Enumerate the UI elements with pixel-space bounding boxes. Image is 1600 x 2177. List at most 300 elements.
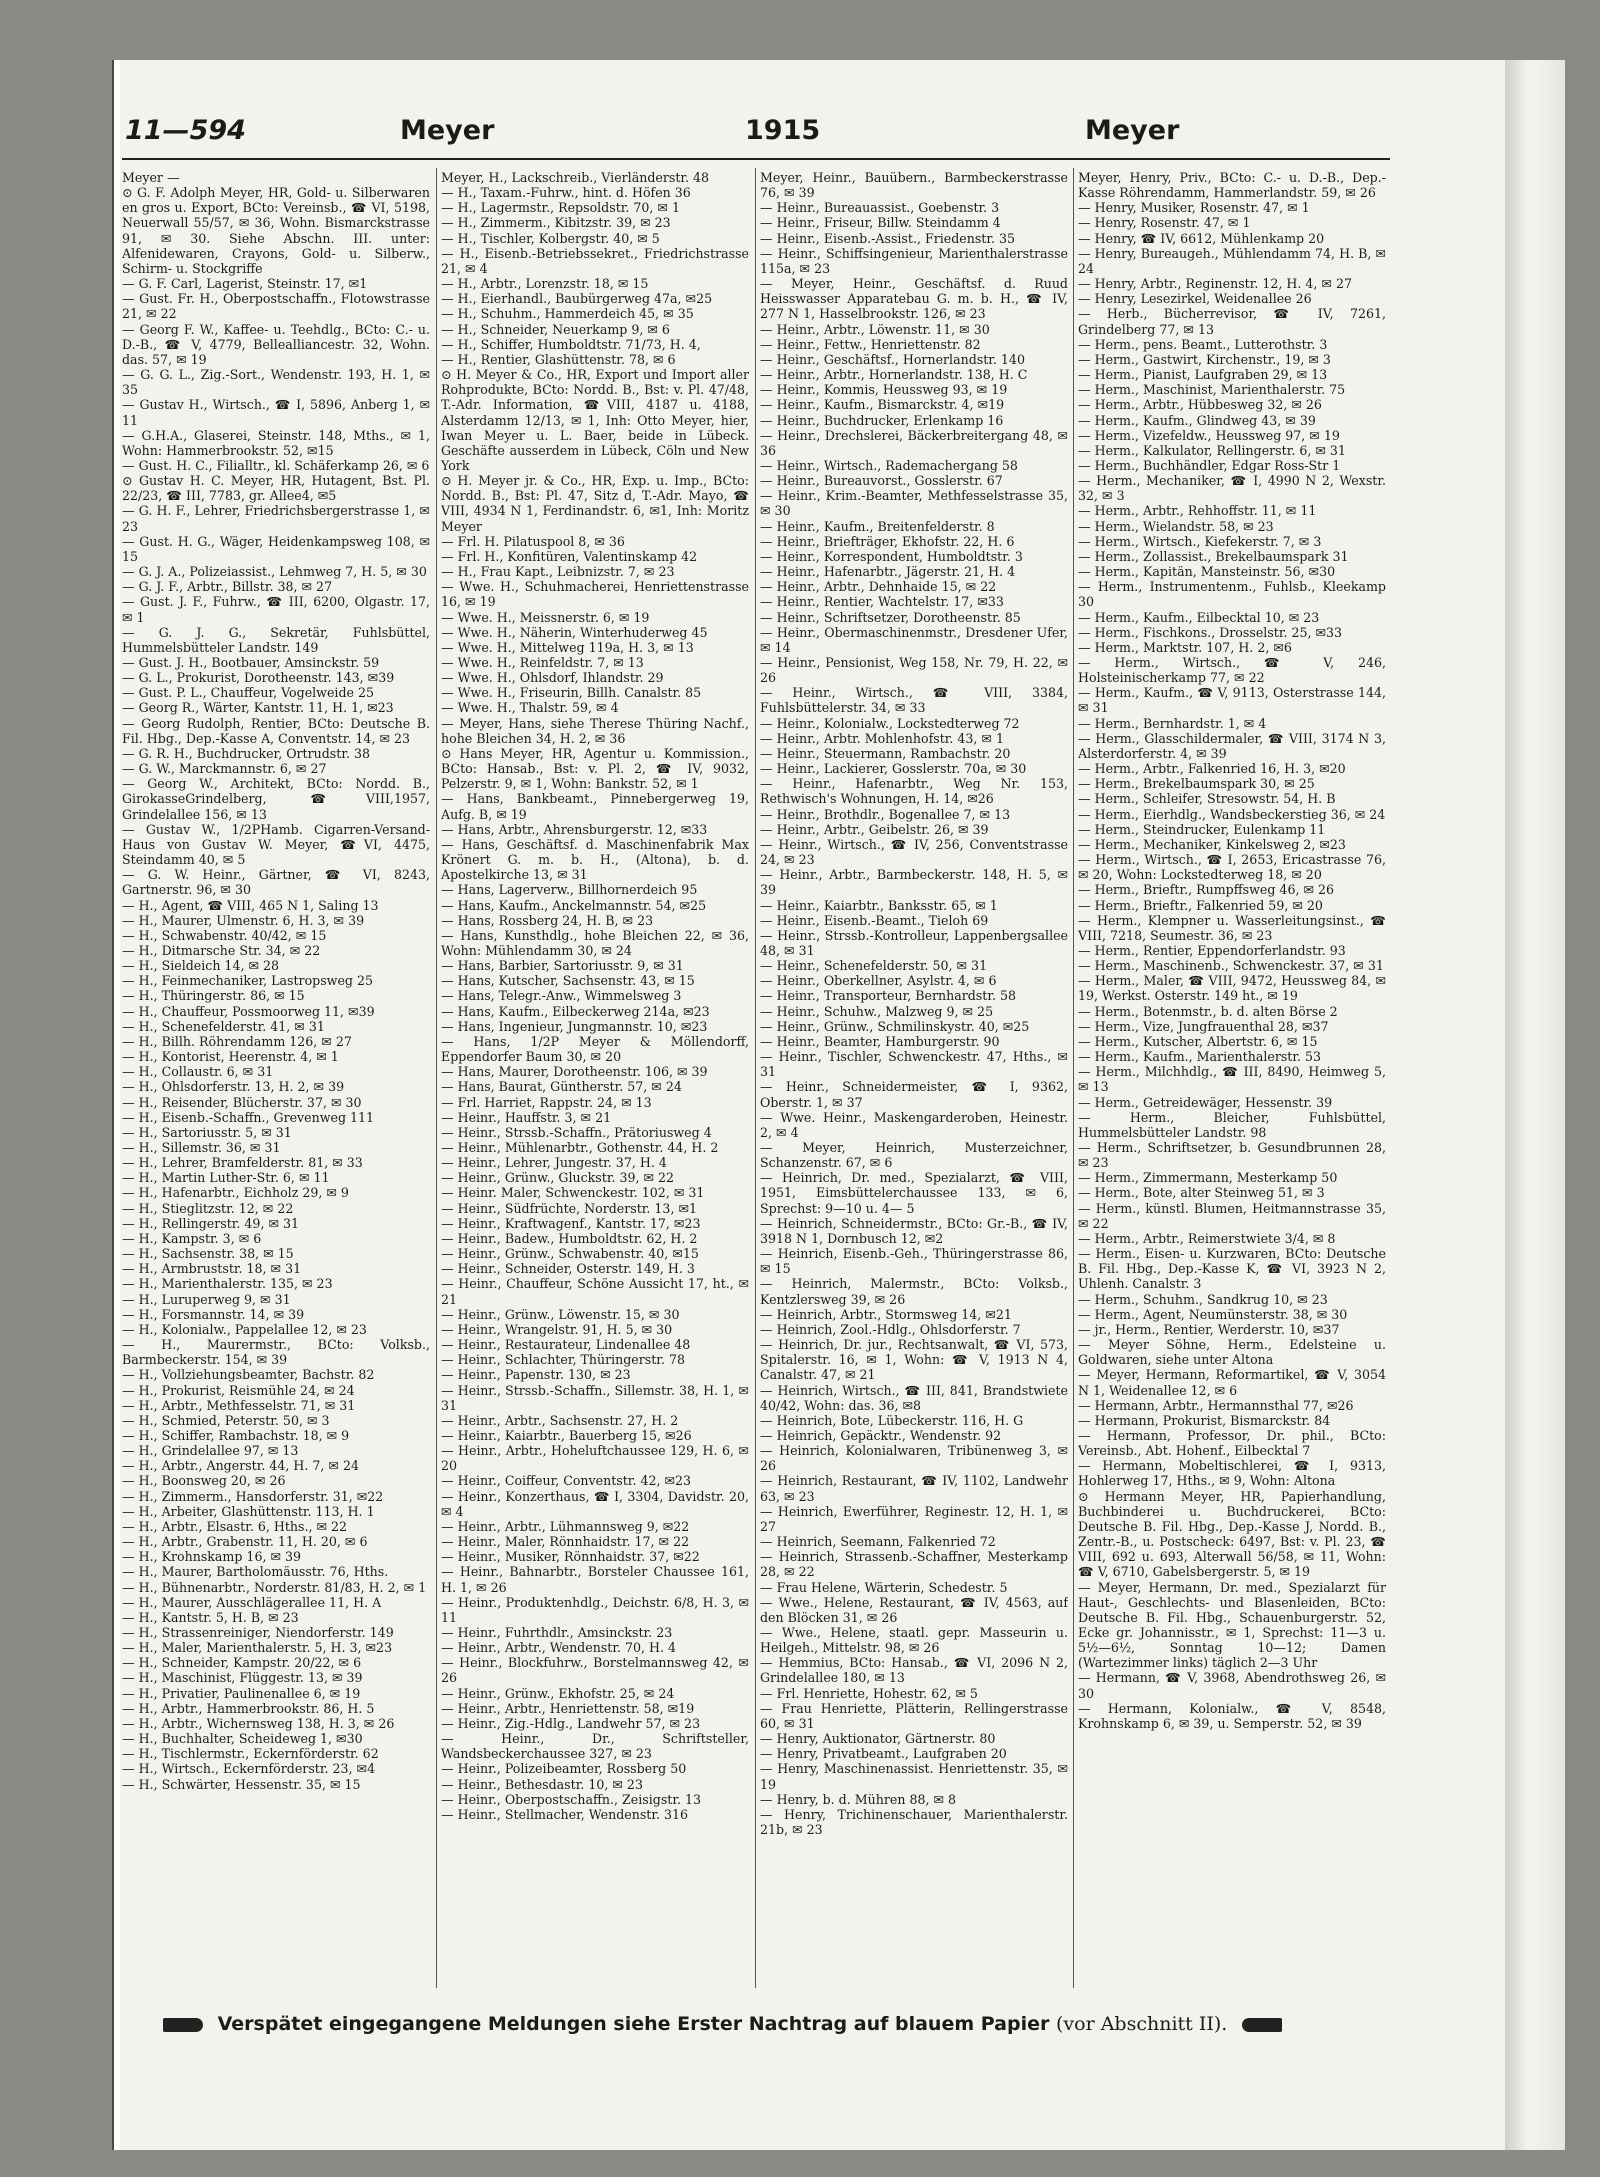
directory-entry: — Heinr., Wirtsch., Rademachergang 58: [760, 457, 1018, 473]
directory-entry: — Heinr., Schneider, Osterstr. 149, H. 3: [441, 1261, 695, 1277]
directory-entry: — Heinr., Schlachter, Thüringerstr. 78: [441, 1352, 685, 1368]
directory-entry: — Herm., Wirtsch., Kiefekerstr. 7, ✉ 3: [1078, 533, 1322, 549]
directory-entry: — Heinr., Kaiarbtr., Bauerberg 15, ✉26: [441, 1427, 692, 1443]
directory-entry: — Herm., Mechaniker, ☎ I, 4990 N 2, Wexstr. 32, ✉ 3: [1078, 473, 1386, 504]
directory-entry: — Wwe. H., Näherin, Winterhuderweg 45: [441, 624, 708, 640]
directory-entry: — Heinrich, Dr. jur., Rechtsanwalt, ☎ VI, 573, Spitalerstr. 16, ✉ 1, Wohn: ☎ V, 1913 N 4, Canalstr. 47, ✉ 21: [760, 1337, 1068, 1383]
directory-entry: — H., Stieglitzstr. 12, ✉ 22: [122, 1200, 294, 1216]
directory-entry: — H., Schiffer, Rambachstr. 18, ✉ 9: [122, 1427, 350, 1443]
directory-entry: — Herm., Schuhm., Sandkrug 10, ✉ 23: [1078, 1291, 1328, 1307]
directory-entry: — Henry, ☎ IV, 6612, Mühlenkamp 20: [1078, 230, 1325, 246]
directory-entry: — Heinrich, Bote, Lübeckerstr. 116, H. G: [760, 1412, 1024, 1428]
directory-entry: — H., Kontorist, Heerenstr. 4, ✉ 1: [122, 1049, 339, 1065]
directory-entry: — Gust. P. L., Chauffeur, Vogelweide 25: [122, 685, 374, 701]
directory-entry: — Heinrich, Wirtsch., ☎ III, 841, Brandstwiete 40/42, Wohn: das. 36, ✉8: [760, 1382, 1068, 1413]
directory-entry: — H., Bühnenarbtr., Norderstr. 81/83, H. 2, ✉ 1: [122, 1579, 427, 1595]
directory-entry: — Hans, Kaufm., Eilbeckerweg 214a, ✉23: [441, 1003, 710, 1019]
directory-entry: — Heinr., Arbtr. Mohlenhofstr. 43, ✉ 1: [760, 730, 1004, 746]
header-year: 1915: [745, 115, 821, 146]
directory-entry: — Frl. Harriet, Rappstr. 24, ✉ 13: [441, 1094, 652, 1110]
directory-entry: — H., Ohlsdorferstr. 13, H. 2, ✉ 39: [122, 1079, 345, 1095]
directory-entry: — H., Arbeiter, Glashüttenstr. 113, H. 1: [122, 1503, 375, 1519]
page-edge: [1505, 60, 1565, 2150]
directory-entry: — H., Billh. Röhrendamm 126, ✉ 27: [122, 1033, 352, 1049]
directory-entry: — H., Rentier, Glashüttenstr. 78, ✉ 6: [441, 351, 676, 367]
directory-entry: — Meyer, Heinrich, Musterzeichner, Schanzenstr. 67, ✉ 6: [760, 1140, 1068, 1171]
directory-entry: — Meyer, Hermann, Dr. med., Spezialarzt für Haut-, Geschlechts- und Blasenleiden, BCto: Deutsche B. Fil. Hbg., Schauenburgerstr. 52, Ecke gr. Johannisstr., ✉ 1, Sprechst: 11—3 u. 5½—6½, Sonntag 10—12; Damen (Wartezimmer links) täglich 2—3 Uhr: [1078, 1579, 1386, 1671]
directory-entry: — Hans, Maurer, Dorotheenstr. 106, ✉ 39: [441, 1064, 708, 1080]
directory-entry: — Herm., pens. Beamt., Lutterothstr. 3: [1078, 336, 1328, 352]
directory-entry: — H., Schneider, Neuerkamp 9, ✉ 6: [441, 321, 670, 337]
directory-entry: — Frl. H. Pilatuspool 8, ✉ 36: [441, 533, 625, 549]
directory-entry: — Meyer Söhne, Herm., Edelsteine u. Goldwaren, siehe unter Altona: [1078, 1337, 1386, 1368]
directory-entry: — Heinr., Kommis, Heussweg 93, ✉ 19: [760, 382, 1008, 398]
directory-entry: — G. W. Heinr., Gärtner, ☎ VI, 8243, Gartnerstr. 96, ✉ 30: [122, 867, 430, 898]
directory-entry: — Heinr., Blockfuhrw., Borstelmannsweg 42, ✉ 26: [441, 1655, 749, 1686]
directory-entry: — Heinr., Fettw., Henriettenstr. 82: [760, 336, 981, 352]
directory-entry: — Herb., Bücherrevisor, ☎ IV, 7261, Grindelberg 77, ✉ 13: [1078, 306, 1386, 337]
directory-entry: — Heinr., Grünw., Gluckstr. 39, ✉ 22: [441, 1170, 675, 1186]
directory-entry: — Herm., Mechaniker, Kinkelsweg 2, ✉23: [1078, 836, 1346, 852]
directory-entry: — Hans, Barbier, Sartoriusstr. 9, ✉ 31: [441, 958, 684, 974]
directory-entry: — H., Luruperweg 9, ✉ 31: [122, 1291, 291, 1307]
directory-entry: — Herm., Wirtsch., ☎ I, 2653, Ericastrasse 76, ✉ 20, Wohn: Lockstedterweg 18, ✉ 20: [1078, 852, 1386, 883]
directory-entry: — H., Arbtr., Hammerbrookstr. 86, H. 5: [122, 1700, 375, 1716]
directory-entry: — Herm., künstl. Blumen, Heitmannstrasse 35, ✉ 22: [1078, 1200, 1386, 1231]
directory-entry: — Herm., Brieftr., Rumpffsweg 46, ✉ 26: [1078, 882, 1335, 898]
directory-entry: — Heinr., Schuhw., Malzweg 9, ✉ 25: [760, 1003, 994, 1019]
directory-entry: — H., Arbtr., Methfesselstr. 71, ✉ 31: [122, 1397, 356, 1413]
directory-entry: Meyer, Heinr., Bauübern., Barmbeckerstrasse 76, ✉ 39: [760, 170, 1068, 201]
directory-entry: — Heinr., Drechslerei, Bäckerbreitergang 48, ✉ 36: [760, 427, 1068, 458]
column-divider: [1073, 168, 1074, 1988]
directory-entry: — Heinr., Arbtr., Wendenstr. 70, H. 4: [441, 1640, 677, 1656]
directory-entry: — Heinr., Produktenhdlg., Deichstr. 6/8, H. 3, ✉ 11: [441, 1594, 749, 1625]
directory-entry: — Henry, Musiker, Rosenstr. 47, ✉ 1: [1078, 200, 1310, 216]
directory-entry: ⊙ G. F. Adolph Meyer, HR, Gold- u. Silberwaren en gros u. Export, BCto: Vereinsb., ☎ VI, 5198, Neuerwall 55/57, ✉ 36, Wohn. Bismarckstrasse 91, ✉ 30. Siehe Abschn. III. unter: Alfenidewaren, Crayons, Gold- u. Silberw., Schirm- u. Stockgriffe: [122, 185, 430, 276]
directory-entry: — Heinr., Kraftwagenf., Kantstr. 17, ✉23: [441, 1215, 701, 1231]
directory-entry: — H., Kolonialw., Pappelallee 12, ✉ 23: [122, 1321, 367, 1337]
directory-entry: — Heinr., Polizeibeamter, Rossberg 50: [441, 1761, 687, 1777]
directory-entry: — Heinr., Steuermann, Rambachstr. 20: [760, 745, 1011, 761]
directory-entry: — Herm., Kutscher, Albertstr. 6, ✉ 15: [1078, 1033, 1318, 1049]
directory-entry: — Heinr., Coiffeur, Conventstr. 42, ✉23: [441, 1473, 692, 1489]
directory-entry: — H., Lehrer, Bramfelderstr. 81, ✉ 33: [122, 1155, 363, 1171]
directory-entry: — Heinr., Obermaschinenmstr., Dresdener Ufer, ✉ 14: [760, 624, 1068, 655]
directory-entry: — H., Wirtsch., Eckernförderstr. 23, ✉4: [122, 1761, 376, 1777]
directory-entry: — H., Vollziehungsbeamter, Bachstr. 82: [122, 1367, 375, 1383]
directory-entry: — Herm., Vize, Jungfrauenthal 28, ✉37: [1078, 1018, 1329, 1034]
directory-entry: — Georg W., Architekt, BCto: Nordd. B., GirokasseGrindelberg, ☎VIII,1957, Grindelallee 156, ✉ 13: [122, 776, 430, 822]
directory-entry: — Heinr., Briefträger, Ekhofstr. 22, H. 6: [760, 533, 1015, 549]
directory-entry: — Heinr., Arbtr., Löwenstr. 11, ✉ 30: [760, 321, 990, 337]
directory-entry: — Herm., Botenmstr., b. d. alten Börse 2: [1078, 1003, 1338, 1019]
directory-entry: — Hermann, Professor, Dr. phil., BCto: Vereinsb., Abt. Hohenf., Eilbecktal 7: [1078, 1427, 1386, 1459]
directory-entry: — H., Armbruststr. 18, ✉ 31: [122, 1261, 302, 1277]
directory-entry: — H., Collaustr. 6, ✉ 31: [122, 1064, 274, 1080]
directory-entry: — Hans, Baurat, Güntherstr. 57, ✉ 24: [441, 1079, 682, 1095]
directory-entry: — H., Eisenb.-Betriebssekret., Friedrichstrasse 21, ✉ 4: [441, 245, 749, 276]
directory-entry: — Heinr., Stellmacher, Wendenstr. 316: [441, 1806, 689, 1822]
directory-entry: — Heinr., Schneidermeister, ☎ I, 9362, Oberstr. 1, ✉ 37: [760, 1079, 1068, 1110]
directory-entry: — H., Zimmerm., Kibitzstr. 39, ✉ 23: [441, 215, 671, 231]
directory-entry: — Herm., Rentier, Eppendorferlandstr. 93: [1078, 942, 1346, 958]
directory-entry: — Heinrich, Kolonialwaren, Tribünenweg 3, ✉ 26: [760, 1443, 1068, 1474]
footer-notice-text: Verspätet eingegangene Meldungen siehe Erster Nachtrag auf blauem Papier: [217, 2013, 1050, 2035]
directory-entry: — jr., Herm., Rentier, Werderstr. 10, ✉37: [1078, 1321, 1340, 1337]
directory-entry: — Heinrich, Seemann, Falkenried 72: [760, 1534, 996, 1550]
directory-entry: — Hans, Arbtr., Ahrensburgerstr. 12, ✉33: [441, 821, 708, 837]
directory-entry: — H., Grindelallee 97, ✉ 13: [122, 1443, 299, 1459]
directory-entry: — Heinr., Arbtr., Henriettenstr. 58, ✉19: [441, 1700, 695, 1716]
directory-entry: — H., Ditmarsche Str. 34, ✉ 22: [122, 942, 321, 958]
directory-entry: — Heinr., Arbtr., Lühmannsweg 9, ✉22: [441, 1518, 690, 1534]
directory-entry: — Heinr., Wirtsch., ☎ IV, 256, Conventstrasse 24, ✉ 23: [760, 836, 1068, 868]
directory-entry: — G.H.A., Glaserei, Steinstr. 148, Mths., ✉ 1, Wohn: Hammerbrookstr. 52, ✉15: [122, 427, 430, 458]
directory-entry: — Heinr., Rentier, Wachtelstr. 17, ✉33: [760, 594, 1004, 610]
directory-entry: — Henry, Trichinenschauer, Marienthalerstr. 21b, ✉ 23: [760, 1806, 1068, 1838]
directory-entry: — Herm., Schriftsetzer, b. Gesundbrunnen 28, ✉ 23: [1078, 1140, 1386, 1171]
directory-entry: — Heinr., Papenstr. 130, ✉ 23: [441, 1367, 631, 1383]
directory-entry: — Heinrich, Gepäcktr., Wendenstr. 92: [760, 1427, 1002, 1443]
directory-entry: — H., Lagermstr., Repsoldstr. 70, ✉ 1: [441, 200, 681, 216]
directory-entry: — Herm., Kaufm., Glindweg 43, ✉ 39: [1078, 412, 1316, 428]
directory-entry: — Herm., Kaufm., Marienthalerstr. 53: [1078, 1049, 1322, 1065]
directory-entry: — Wwe. H., Thalstr. 59, ✉ 4: [441, 700, 619, 716]
directory-entry: — Hans, Kunsthdlg., hohe Bleichen 22, ✉ 36, Wohn: Mühlendamm 30, ✉ 24: [441, 927, 749, 958]
directory-entry: — Heinr., Grünw., Ekhofstr. 25, ✉ 24: [441, 1685, 675, 1701]
directory-entry: — Heinr., Friseur, Billw. Steindamm 4: [760, 215, 1001, 231]
directory-entry: — Heinrich, Arbtr., Stormsweg 14, ✉21: [760, 1306, 1012, 1322]
directory-entry: — Herm., Wielandstr. 58, ✉ 23: [1078, 518, 1274, 534]
directory-entry: ⊙ Hermann Meyer, HR, Papierhandlung, Buchbinderei u. Buchdruckerei, BCto: Deutsche B. Fil. Hbg., Dep.-Kasse J, Nordd. B., Zentr.-B., u. Postscheck: 6497, Bst: v. Pl. 23, ☎ VIII, 692 u. 693, Alterwall 56/58, ✉ 11, Wohn: ☎ V, 6710, Gabelsbergerstr. 5, ✉ 19: [1078, 1488, 1386, 1580]
directory-entry: — Heinr., Südfrüchte, Norderstr. 13, ✉1: [441, 1200, 698, 1216]
directory-entry: — H., Schenefelderstr. 41, ✉ 31: [122, 1018, 325, 1034]
directory-entry: — Heinr., Bureauassist., Goebenstr. 3: [760, 200, 1000, 216]
directory-entry: — Heinr., Strssb.-Schaffn., Prätoriusweg 4: [441, 1124, 712, 1140]
directory-entry: — Heinr., Grünw., Löwenstr. 15, ✉ 30: [441, 1306, 680, 1322]
column-4: [1078, 170, 1386, 1980]
directory-entry: — Heinr., Transporteur, Bernhardstr. 58: [760, 988, 1016, 1004]
directory-entry: — Hermann, Arbtr., Hermannsthal 77, ✉26: [1078, 1397, 1354, 1413]
directory-entry: — Heinr., Bethesdastr. 10, ✉ 23: [441, 1776, 643, 1792]
directory-entry: — Herm., Marktstr. 107, H. 2, ✉6: [1078, 639, 1292, 655]
directory-entry: — Heinr., Dr., Schriftsteller, Wandsbeckerchaussee 327, ✉ 23: [441, 1731, 749, 1762]
directory-entry: — Herm., Zollassist., Brekelbaumspark 31: [1078, 548, 1349, 564]
directory-entry: — Gustav H., Wirtsch., ☎ I, 5896, Anberg 1, ✉ 11: [122, 397, 430, 428]
directory-entry: — Heinr., Arbtr., Geibelstr. 26, ✉ 39: [760, 821, 989, 837]
directory-entry: — H., Rellingerstr. 49, ✉ 31: [122, 1215, 300, 1231]
directory-entry: — H., Schiffer, Humboldtstr. 71/73, H. 4,: [441, 336, 701, 352]
directory-entry: — H., Maschinist, Flüggestr. 13, ✉ 39: [122, 1670, 363, 1686]
directory-entry: — Hans, Kaufm., Anckelmannstr. 54, ✉25: [441, 897, 707, 913]
directory-entry: — Wwe. Heinr., Maskengarderoben, Heinestr. 2, ✉ 4: [760, 1109, 1068, 1140]
directory-entry: — H., Strassenreiniger, Niendorferstr. 149: [122, 1625, 394, 1640]
directory-entry: — Heinr., Tischler, Schwenckestr. 47, Hths., ✉ 31: [760, 1049, 1068, 1080]
directory-entry: — Herm., Klempner u. Wasserleitungsinst., ☎ VIII, 7218, Seumestr. 36, ✉ 23: [1078, 912, 1386, 943]
directory-entry: ⊙ Hans Meyer, HR, Agentur u. Kommission., BCto: Hansab., Bst: v. Pl. 2, ☎ IV, 9032, Pelzerstr. 9, ✉ 1, Wohn: Bankstr. 52, ✉ 1: [441, 745, 749, 792]
directory-entry: — H., Sachsenstr. 38, ✉ 15: [122, 1246, 294, 1262]
directory-entry: — Heinr., Beamter, Hamburgerstr. 90: [760, 1033, 1000, 1049]
directory-entry: — H., Prokurist, Reismühle 24, ✉ 24: [122, 1382, 355, 1398]
directory-entry: ⊙ Gustav H. C. Meyer, HR, Hutagent, Bst. Pl. 22/23, ☎ III, 7783, gr. Allee4, ✉5: [122, 473, 430, 504]
directory-entry: — G. H. F., Lehrer, Friedrichsbergerstrasse 1, ✉ 23: [122, 503, 430, 534]
directory-entry: — Heinr., Chauffeur, Schöne Aussicht 17, ht., ✉ 21: [441, 1276, 749, 1307]
directory-entry: — H., Privatier, Paulinenallee 6, ✉ 19: [122, 1685, 361, 1701]
directory-entry: — H., Schwärter, Hessenstr. 35, ✉ 15: [122, 1776, 361, 1792]
directory-entry: — Heinr., Fuhrthdlr., Amsinckstr. 23: [441, 1625, 673, 1640]
directory-entry: — Herm., Bleicher, Fuhlsbüttel, Hummelsbütteler Landstr. 98: [1078, 1109, 1386, 1140]
directory-entry: ⊙ H. Meyer jr. & Co., HR, Exp. u. Imp., BCto: Nordd. B., Bst: Pl. 47, Sitz d, T.-Adr. Mayo, ☎ VIII, 4934 N 1, Ferdinandstr. 6, ✉1, Inh: Moritz Meyer: [441, 473, 749, 534]
directory-entry: — H., Feinmechaniker, Lastropsweg 25: [122, 973, 374, 989]
directory-entry: Meyer, H., Lackschreib., Vierländerstr. 48: [441, 170, 710, 185]
directory-entry: — G. W., Marckmannstr. 6, ✉ 27: [122, 761, 327, 777]
directory-entry: — Herm., Pianist, Laufgraben 29, ✉ 13: [1078, 367, 1328, 383]
directory-entry: — Heinr., Arbtr., Hornerlandstr. 138, H. C: [760, 367, 1028, 383]
directory-entry: — Wwe. H., Ohlsdorf, Ihlandstr. 29: [441, 670, 664, 686]
directory-entry: — Georg R., Wärter, Kantstr. 11, H. 1, ✉23: [122, 700, 394, 716]
directory-entry: — H., Schuhm., Hammerdeich 45, ✉ 35: [441, 306, 694, 322]
directory-entry: — Herm., Arbtr., Falkenried 16, H. 3, ✉20: [1078, 761, 1346, 777]
directory-entry: — Hermann, Kolonialw., ☎ V, 8548, Krohnskamp 6, ✉ 39, u. Semperstr. 52, ✉ 39: [1078, 1700, 1386, 1731]
directory-entry: — Herm., Eierhdlg., Wandsbeckerstieg 36, ✉ 24: [1078, 806, 1386, 822]
directory-entry: — H., Arbtr., Angerstr. 44, H. 7, ✉ 24: [122, 1458, 359, 1474]
directory-entry: — H., Zimmerm., Hansdorferstr. 31, ✉22: [122, 1488, 384, 1504]
directory-entry: ⊙ H. Meyer & Co., HR, Export und Import aller Rohprodukte, BCto: Nordd. B., Bst: v. Pl. 47/48, T.-Adr. Information, ☎VIII, 4187 u. 4188, Alsterdamm 12/13, ✉ 1, Inh: Otto Meyer, hier, Iwan Meyer u. L. Baer, beide in Lübeck. Geschäfte ausserdem in Lübeck, Cöln und New York: [441, 367, 749, 473]
directory-entry: — Henry, Arbtr., Reginenstr. 12, H. 4, ✉ 27: [1078, 276, 1352, 292]
directory-entry: — Heinrich, Strassenb.-Schaffner, Mesterkamp 28, ✉ 22: [760, 1549, 1068, 1580]
column-divider: [436, 168, 437, 1988]
directory-entry: — Wwe. H., Friseurin, Billh. Canalstr. 85: [441, 685, 702, 701]
directory-entry: — Heinr., Eisenb.-Assist., Friedenstr. 35: [760, 230, 1016, 246]
directory-entry: — H., Forsmannstr. 14, ✉ 39: [122, 1306, 305, 1322]
directory-entry: — Wwe. H., Mittelweg 119a, H. 3, ✉ 13: [441, 639, 694, 655]
directory-entry: — Heinrich, Ewerführer, Reginestr. 12, H. 1, ✉ 27: [760, 1503, 1068, 1534]
directory-entry: — Heinr., Schenefelderstr. 50, ✉ 31: [760, 958, 988, 974]
directory-entry: — H., Hafenarbtr., Eichholz 29, ✉ 9: [122, 1185, 349, 1201]
directory-entry: — Herm., Getreidewäger, Hessenstr. 39: [1078, 1094, 1333, 1110]
directory-entry: — Meyer, Heinr., Geschäftsf. d. Ruud Heisswasser Apparatebau G. m. b. H., ☎ IV, 277 N 1, Hasselbrookstr. 126, ✉ 23: [760, 276, 1068, 322]
directory-entry: — H., Eierhandl., Baubürgerweg 47a, ✉25: [441, 291, 713, 307]
directory-entry: — Heinr., Konzerthaus, ☎ I, 3304, Davidstr. 20, ✉ 4: [441, 1488, 749, 1519]
pointing-hand-icon: [163, 2018, 203, 2032]
directory-entry: — Heinr., Korrespondent, Humboldtstr. 3: [760, 548, 1023, 564]
directory-entry: — H., Maurermstr., BCto: Volksb., Barmbeckerstr. 154, ✉ 39: [122, 1337, 430, 1368]
directory-entry: — H., Schwabenstr. 40/42, ✉ 15: [122, 927, 327, 943]
directory-entry: — Herm., Brieftr., Falkenried 59, ✉ 20: [1078, 897, 1323, 913]
directory-entry: — Herm., Kaufm., Eilbecktal 10, ✉ 23: [1078, 609, 1320, 625]
directory-entry: — Herm., Glasschildermaler, ☎ VIII, 3174 N 3, Alsterdorferstr. 4, ✉ 39: [1078, 730, 1386, 761]
directory-entry: — Herm., Gastwirt, Kirchenstr., 19, ✉ 3: [1078, 351, 1331, 367]
directory-entry: — Wwe. H., Meissnerstr. 6, ✉ 19: [441, 609, 650, 625]
directory-entry: — Wwe. H., Schuhmacherei, Henriettenstrasse 16, ✉ 19: [441, 579, 749, 610]
directory-entry: — Hans, Telegr.-Anw., Wimmelsweg 3: [441, 988, 682, 1004]
directory-entry: — Henry, Rosenstr. 47, ✉ 1: [1078, 215, 1251, 231]
column-2: [441, 170, 749, 1980]
directory-entry: — Herm., Bote, alter Steinweg 51, ✉ 3: [1078, 1185, 1325, 1201]
directory-entry: — Henry, Privatbeamt., Laufgraben 20: [760, 1746, 1007, 1762]
directory-entry: — Hans, Geschäftsf. d. Maschinenfabrik Max Krönert G. m. b. H., (Altona), b. d. Apostelkirche 13, ✉ 31: [441, 836, 749, 883]
directory-entry: Meyer, Henry, Priv., BCto: C.- u. D.-B., Dep.-Kasse Röhrendamm, Hammerlandstr. 59, ✉ 26: [1078, 170, 1386, 201]
directory-entry: — H., Chauffeur, Possmoorweg 11, ✉39: [122, 1003, 375, 1019]
directory-entry: — H., Buchhalter, Scheideweg 1, ✉30: [122, 1731, 363, 1747]
directory-entry: — Heinr., Kolonialw., Lockstedterweg 72: [760, 715, 1020, 731]
directory-entry: — Heinr., Restaurateur, Lindenallee 48: [441, 1337, 691, 1353]
header-rule: [122, 158, 1390, 160]
directory-entry: — Gust. H. G., Wäger, Heidenkampsweg 108, ✉ 15: [122, 533, 430, 564]
directory-entry: — Herm., Milchhdlg., ☎ III, 8490, Heimweg 5, ✉ 13: [1078, 1064, 1386, 1095]
directory-entry: — Frl. Henriette, Hohestr. 62, ✉ 5: [760, 1685, 978, 1701]
directory-entry: — Frau Henriette, Plätterin, Rellingerstrasse 60, ✉ 31: [760, 1700, 1068, 1731]
directory-entry: — Heinr., Brothdlr., Bogenallee 7, ✉ 13: [760, 806, 1011, 822]
directory-entry: — Heinr., Bureauvorst., Gosslerstr. 67: [760, 473, 1003, 489]
directory-entry: — Heinr., Mühlenarbtr., Gothenstr. 44, H. 2: [441, 1140, 719, 1155]
directory-entry: — H., Thüringerstr. 86, ✉ 15: [122, 988, 305, 1004]
footer-reference: (vor Abschnitt II).: [1055, 2013, 1228, 2035]
directory-entry: — G. R. H., Buchdrucker, Ortrudstr. 38: [122, 745, 370, 761]
directory-entry: — Heinr., Musiker, Rönnhaidstr. 37, ✉22: [441, 1549, 700, 1565]
directory-entry: — Heinr. Maler, Schwenckestr. 102, ✉ 31: [441, 1185, 705, 1201]
directory-entry: — Heinr., Strssb.-Schaffn., Sillemstr. 38, H. 1, ✉ 31: [441, 1382, 749, 1413]
directory-entry: — H., Schneider, Kampstr. 20/22, ✉ 6: [122, 1655, 362, 1671]
directory-entry: — H., Reisender, Blücherstr. 37, ✉ 30: [122, 1094, 362, 1110]
directory-entry: — Heinr., Arbtr., Hoheluftchaussee 129, H. 6, ✉ 20: [441, 1443, 749, 1474]
directory-entry: — Hermann, ☎ V, 3968, Abendrothsweg 26, ✉ 30: [1078, 1670, 1386, 1701]
directory-entry: — Heinr., Grünw., Schwabenstr. 40, ✉15: [441, 1246, 699, 1262]
directory-entry: — H., Kampstr. 3, ✉ 6: [122, 1230, 262, 1246]
page-number: 11—594: [125, 115, 246, 146]
directory-entry: — Herm., Maler, ☎ VIII, 9472, Heussweg 84, ✉ 19, Werkst. Osterstr. 149 ht., ✉ 19: [1078, 973, 1386, 1004]
directory-entry: — Herm., Schleifer, Stresowstr. 54, H. B: [1078, 791, 1336, 807]
directory-entry: — Heinrich, Eisenb.-Geh., Thüringerstrasse 86, ✉ 15: [760, 1246, 1068, 1277]
directory-entry: — Heinrich, Zool.-Hdlg., Ohlsdorferstr. 7: [760, 1321, 1021, 1337]
directory-entry: — Gust. J. F., Fuhrw., ☎ III, 6200, Olgastr. 17, ✉ 1: [122, 594, 430, 625]
directory-entry: — Herm., Kaufm., ☎ V, 9113, Osterstrasse 144, ✉ 31: [1078, 685, 1386, 716]
directory-entry: — H., Marienthalerstr. 135, ✉ 23: [122, 1276, 333, 1292]
directory-entry: — Henry, Maschinenassist. Henriettenstr. 35, ✉ 19: [760, 1761, 1068, 1792]
directory-entry: — Hans, Kutscher, Sachsenstr. 43, ✉ 15: [441, 973, 695, 989]
directory-entry: — H., Sieldeich 14, ✉ 28: [122, 958, 280, 974]
directory-entry: — Heinr., Lackierer, Gosslerstr. 70a, ✉ 30: [760, 761, 1027, 777]
directory-entry: — Hans, Lagerverw., Billhornerdeich 95: [441, 882, 698, 898]
directory-entry: — H., Maurer, Ulmenstr. 6, H. 3, ✉ 39: [122, 912, 365, 928]
directory-entry: — Heinr., Oberkellner, Asylstr. 4, ✉ 6: [760, 973, 997, 989]
directory-entry: — Herm., Bernhardstr. 1, ✉ 4: [1078, 715, 1267, 731]
directory-entry: — Herm., Brekelbaumspark 30, ✉ 25: [1078, 776, 1315, 792]
directory-entry: — Frl. H., Konfitüren, Valentinskamp 42: [441, 548, 698, 564]
directory-entry: — Hermann, Prokurist, Bismarckstr. 84: [1078, 1412, 1331, 1428]
directory-entry: — Heinr., Strssb.-Kontrolleur, Lappenbergsallee 48, ✉ 31: [760, 927, 1068, 958]
directory-entry: — Heinr., Wirtsch., ☎ VIII, 3384, Fuhlsbüttelerstr. 34, ✉ 33: [760, 685, 1068, 716]
directory-entry: — Heinr., Oberpostschaffn., Zeisigstr. 13: [441, 1791, 702, 1807]
directory-entry: — H., Sartoriusstr. 5, ✉ 31: [122, 1124, 292, 1140]
directory-entry: — Heinrich, Malermstr., BCto: Volksb., Kentzlersweg 39, ✉ 26: [760, 1276, 1068, 1307]
directory-entry: — Heinr., Kaufm., Bismarckstr. 4, ✉19: [760, 397, 1005, 413]
directory-entry: — Herm., Maschinist, Marienthalerstr. 75: [1078, 382, 1346, 398]
directory-entry: — Heinr., Schiffsingenieur, Marienthalerstrasse 115a, ✉ 23: [760, 245, 1068, 276]
directory-entry: — Henry, Lesezirkel, Weidenallee 26: [1078, 291, 1312, 307]
directory-entry: — Herm., Arbtr., Rehhoffstr. 11, ✉ 11: [1078, 503, 1317, 519]
directory-entry: — Heinr., Arbtr., Sachsenstr. 27, H. 2: [441, 1412, 679, 1428]
directory-entry: — Heinr., Lehrer, Jungestr. 37, H. 4: [441, 1155, 667, 1171]
directory-entry: — Heinrich, Dr. med., Spezialarzt, ☎ VIII, 1951, Eimsbüttelerchaussee 133, ✉ 6, Sprechst: 9—10 u. 4— 5: [760, 1170, 1068, 1216]
directory-entry: — Henry, Bureaugeh., Mühlendamm 74, H. B, ✉ 24: [1078, 245, 1386, 276]
directory-entry: — H., Tischlermstr., Eckernförderstr. 62: [122, 1746, 379, 1762]
directory-entry: — Herm., Arbtr., Reimerstwiete 3/4, ✉ 8: [1078, 1230, 1336, 1246]
directory-entry: — Wwe., Helene, Restaurant, ☎ IV, 4563, auf den Blöcken 31, ✉ 26: [760, 1594, 1068, 1625]
header-left-name: Meyer: [400, 115, 495, 146]
directory-entry: — H., Eisenb.-Schaffn., Grevenweg 111: [122, 1109, 375, 1125]
directory-entry: — Herm., Arbtr., Hübbesweg 32, ✉ 26: [1078, 397, 1322, 413]
directory-entry: — Heinr., Maler, Rönnhaidstr. 17, ✉ 22: [441, 1534, 690, 1550]
column-3: [760, 170, 1068, 1980]
directory-entry: — H., Schmied, Peterstr. 50, ✉ 3: [122, 1412, 330, 1428]
directory-entry: — Meyer, Hermann, Reformartikel, ☎ V, 3054 N 1, Weidenallee 12, ✉ 6: [1078, 1367, 1386, 1398]
directory-entry: — Heinr., Arbtr., Dehnhaide 15, ✉ 22: [760, 579, 997, 595]
directory-entry: — H., Sillemstr. 36, ✉ 31: [122, 1140, 281, 1155]
directory-entry: — Heinr., Schriftsetzer, Dorotheenstr. 85: [760, 609, 1021, 625]
directory-entry: — H., Tischler, Kolbergstr. 40, ✉ 5: [441, 230, 660, 246]
directory-entry: — G. G. L., Zig.-Sort., Wendenstr. 193, H. 1, ✉ 35: [122, 367, 430, 398]
directory-entry: — Herm., Fischkons., Drosselstr. 25, ✉33: [1078, 624, 1343, 640]
directory-entry: — Herm., Buchhändler, Edgar Ross-Str 1: [1078, 457, 1341, 473]
directory-entry: — Heinr., Arbtr., Barmbeckerstr. 148, H. 5, ✉ 39: [760, 867, 1068, 898]
header-right-name: Meyer: [1085, 115, 1180, 146]
directory-entry: — Heinr., Grünw., Schmilinskystr. 40, ✉25: [760, 1018, 1030, 1034]
footer-notice: [155, 2013, 1385, 2047]
directory-entry: — Heinr., Zig.-Hdlg., Landwehr 57, ✉ 23: [441, 1715, 701, 1731]
directory-entry: — Heinr., Krim.-Beamter, Methfesselstrasse 35, ✉ 30: [760, 488, 1068, 519]
directory-entry: — Heinr., Buchdrucker, Erlenkamp 16: [760, 412, 1004, 428]
directory-entry: — Heinr., Bahnarbtr., Borsteler Chaussee 161, H. 1, ✉ 26: [441, 1564, 749, 1595]
directory-entry: — Georg Rudolph, Rentier, BCto: Deutsche B. Fil. Hbg., Dep.-Kasse A, Conventstr. 14, ✉ 23: [122, 715, 430, 746]
directory-entry: — H., Arbtr., Wichernsweg 138, H. 3, ✉ 26: [122, 1715, 395, 1731]
directory-entry: — Wwe., Helene, staatl. gepr. Masseurin u. Heilgeh., Mittelstr. 98, ✉ 26: [760, 1625, 1068, 1656]
directory-entry: — H., Frau Kapt., Leibnizstr. 7, ✉ 23: [441, 564, 675, 580]
directory-entry: — Heinr., Pensionist, Weg 158, Nr. 79, H. 22, ✉ 26: [760, 655, 1068, 686]
directory-entry: — Georg F. W., Kaffee- u. Teehdlg., BCto: C.- u. D.-B., ☎ V, 4779, Bellealliancestr. 32, Wohn. das. 57, ✉ 19: [122, 321, 430, 367]
directory-entry: — G. J. F., Arbtr., Billstr. 38, ✉ 27: [122, 579, 333, 595]
directory-entry: — H., Kantstr. 5, H. B, ✉ 23: [122, 1609, 299, 1625]
directory-entry: — Herm., Wirtsch., ☎ V, 246, Holsteinischerkamp 77, ✉ 22: [1078, 655, 1386, 686]
directory-entry: — Meyer, Hans, siehe Therese Thüring Nachf., hohe Bleichen 34, H. 2, ✉ 36: [441, 715, 749, 746]
directory-entry: — G. F. Carl, Lagerist, Steinstr. 17, ✉1: [122, 276, 368, 292]
directory-entry: — Hans, 1/2P Meyer & Möllendorff, Eppendorfer Baum 30, ✉ 20: [441, 1033, 749, 1065]
directory-entry: — Hans, Ingenieur, Jungmannstr. 10, ✉23: [441, 1018, 708, 1034]
directory-entry: — Herm., Vizefeldw., Heussweg 97, ✉ 19: [1078, 427, 1340, 443]
directory-entry: — Herm., Eisen- u. Kurzwaren, BCto: Deutsche B. Fil. Hbg., Dep.-Kasse K, ☎ VI, 3923 N 2, Uhlenh. Canalstr. 3: [1078, 1246, 1386, 1292]
directory-entry: — Heinr., Wrangelstr. 91, H. 5, ✉ 30: [441, 1321, 673, 1337]
directory-entry: — Heinrich, Restaurant, ☎ IV, 1102, Landwehr 63, ✉ 23: [760, 1473, 1068, 1504]
directory-entry: — Heinr., Hafenarbtr., Weg Nr. 153, Rethwisch's Wohnungen, H. 14, ✉26: [760, 776, 1068, 807]
directory-entry: — Gust. H. C., Filialltr., kl. Schäferkamp 26, ✉ 6: [122, 457, 430, 473]
directory-entry: — Herm., Kapitän, Mansteinstr. 56, ✉30: [1078, 564, 1336, 580]
directory-entry: — Gustav W., 1/2PHamb. Cigarren-Versand-Haus von Gustav W. Meyer, ☎VI, 4475, Steindamm 40, ✉ 5: [122, 821, 430, 868]
directory-entry: — Wwe. H., Reinfeldstr. 7, ✉ 13: [441, 655, 644, 670]
column-divider: [755, 168, 756, 1988]
column-1: [122, 170, 430, 1980]
directory-entry: — G. L., Prokurist, Dorotheenstr. 143, ✉39: [122, 670, 395, 686]
page-header: [125, 115, 1390, 155]
directory-entry: — Hans, Bankbeamt., Pinnebergerweg 19, Aufg. B, ✉ 19: [441, 791, 749, 822]
directory-entry: — Gust. Fr. H., Oberpostschaffn., Flotowstrasse 21, ✉ 22: [122, 291, 430, 322]
directory-entry: — Herm., Maschinenb., Schwenckestr. 37, ✉ 31: [1078, 958, 1384, 974]
directory-entry: — Hans, Rossberg 24, H. B, ✉ 23: [441, 912, 654, 928]
directory-entry: — H., Agent, ☎ VIII, 465 N 1, Saling 13: [122, 897, 379, 913]
directory-entry: — Hemmius, BCto: Hansab., ☎ VI, 2096 N 2, Grindelallee 180, ✉ 13: [760, 1655, 1068, 1686]
directory-entry: — H., Maurer, Bartholomäusstr. 76, Hths.: [122, 1564, 389, 1580]
directory-entry: — Heinr., Badew., Humboldtstr. 62, H. 2: [441, 1230, 698, 1246]
